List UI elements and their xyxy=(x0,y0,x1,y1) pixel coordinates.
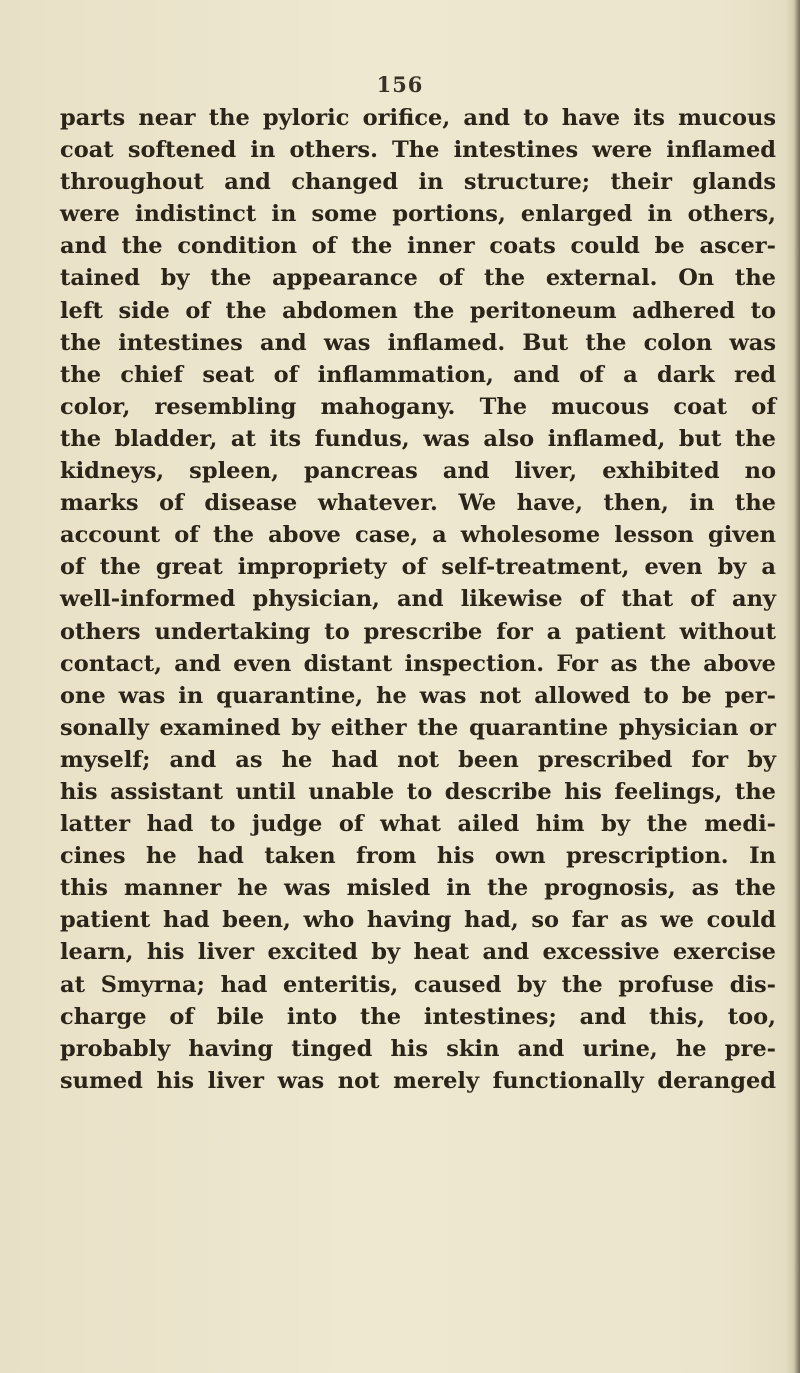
text-line: account of the above case, a wholesome lesson given xyxy=(60,522,776,549)
text-line: were indistinct in some portions, enlarged in others, xyxy=(60,201,776,228)
page-edge-shadow xyxy=(786,0,800,1373)
text-line: at Smyrna; had enteritis, caused by the profuse dis- xyxy=(60,971,776,998)
text-line: learn, his liver excited by heat and excessive exercise xyxy=(60,939,776,966)
text-line: well-informed physician, and likewise of that of any xyxy=(60,586,776,613)
body-text xyxy=(60,102,776,1097)
text-line: myself; and as he had not been prescribed for by xyxy=(60,746,776,773)
text-line: the chief seat of inflammation, and of a dark red xyxy=(60,361,776,388)
text-line: probably having tinged his skin and urine, he pre- xyxy=(60,1035,776,1062)
page-number: 156 xyxy=(376,72,424,97)
text-line: his assistant until unable to describe his feelings, the xyxy=(60,778,776,805)
text-line: coat softened in others. The intestines were inflamed xyxy=(60,137,776,164)
text-line: the intestines and was inflamed. But the colon was xyxy=(60,329,776,356)
text-line: left side of the abdomen the peritoneum adhered to xyxy=(60,297,776,324)
text-line: patient had been, who having had, so far as we could xyxy=(60,907,776,934)
text-line: the bladder, at its fundus, was also inflamed, but the xyxy=(60,425,776,452)
text-line: sumed his liver was not merely functionally deranged xyxy=(60,1067,776,1094)
text-line: color, resembling mahogany. The mucous coat of xyxy=(60,393,776,420)
text-line: marks of disease whatever. We have, then, in the xyxy=(60,490,776,517)
text-line: this manner he was misled in the prognosis, as the xyxy=(60,875,776,902)
text-line: others undertaking to prescribe for a patient without xyxy=(60,618,776,645)
text-line: kidneys, spleen, pancreas and liver, exhibited no xyxy=(60,458,776,485)
text-line: latter had to judge of what ailed him by the medi- xyxy=(60,811,776,838)
text-line: of the great impropriety of self-treatment, even by a xyxy=(60,554,776,581)
text-line: sonally examined by either the quarantine physician or xyxy=(60,714,776,741)
text-line: charge of bile into the intestines; and this, too, xyxy=(60,1003,776,1030)
text-line: parts near the pyloric orifice, and to have its mucous xyxy=(60,105,776,131)
text-line: and the condition of the inner coats could be ascer- xyxy=(60,233,776,260)
text-line: tained by the appearance of the external. On the xyxy=(60,265,776,292)
text-line: one was in quarantine, he was not allowed to be per- xyxy=(60,682,776,709)
text-line: throughout and changed in structure; their glands xyxy=(60,169,776,196)
text-line: contact, and even distant inspection. For as the above xyxy=(60,650,776,677)
text-line: cines he had taken from his own prescription. In xyxy=(60,843,776,870)
